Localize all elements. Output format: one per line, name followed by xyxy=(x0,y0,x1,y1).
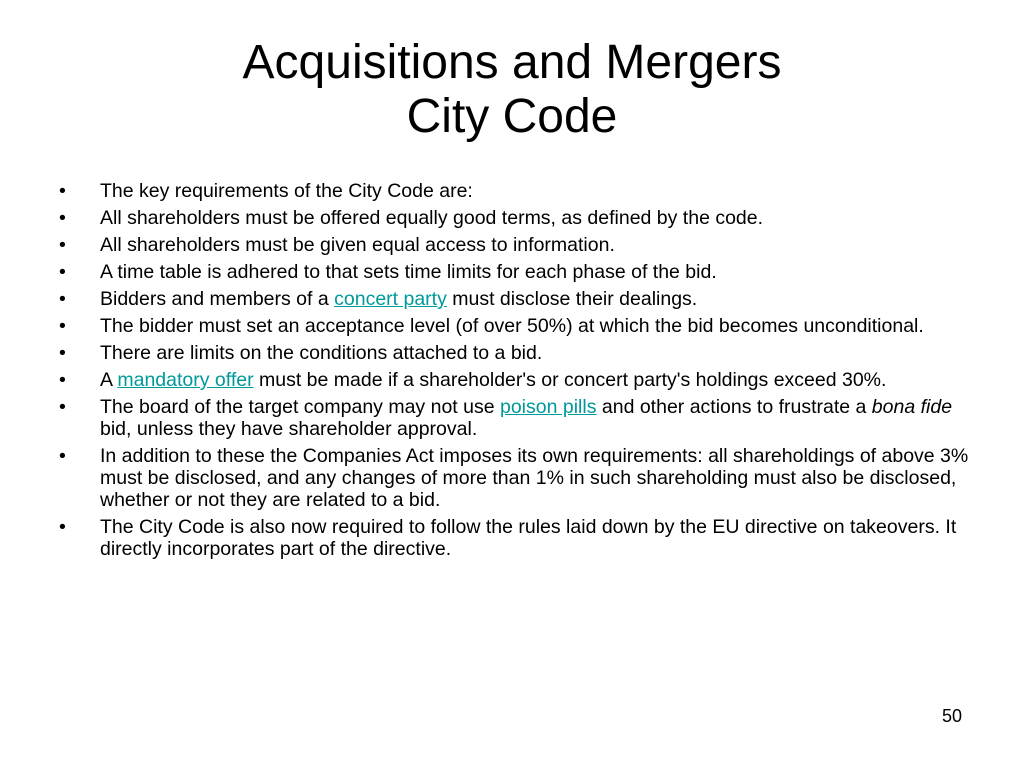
bona-fide-italic: bona fide xyxy=(871,396,953,418)
bullet-item xyxy=(59,234,969,256)
bullet-dot-icon: • xyxy=(59,288,66,310)
bullet-item xyxy=(59,396,969,440)
bullet-dot-icon: • xyxy=(59,234,66,256)
bullet-item xyxy=(59,207,969,229)
bullet-dot-icon: • xyxy=(59,369,66,391)
bullet-text: The key requirements of the City Code are: xyxy=(100,180,473,202)
mandatory-offer-link[interactable]: mandatory offer xyxy=(117,369,254,391)
bullet-dot-icon: • xyxy=(59,516,66,538)
bullet-item xyxy=(59,315,969,337)
bullet-dot-icon: • xyxy=(59,445,66,467)
bullet-text: There are limits on the conditions attached to a bid. xyxy=(100,342,543,364)
page-number: 50 xyxy=(941,706,962,726)
bullet-dot-icon: • xyxy=(59,180,66,202)
bullet-item xyxy=(59,261,969,283)
bullet-dot-icon: • xyxy=(59,261,66,283)
bullet-text: The bidder must set an acceptance level (of over 50%) at which the bid becomes unconditional. xyxy=(100,315,924,337)
bullet-text-part: and other actions to frustrate a xyxy=(596,396,872,418)
bullet-text: In addition to these the Companies Act imposes its own requirements: all shareholdings of above 3% must be disclosed, and any changes of more than 1% in such shareholding must also be disclosed, whether or not they are related to a bid. xyxy=(100,445,969,511)
bullet-dot-icon: • xyxy=(59,396,66,418)
title-line-1: Acquisitions and Mergers xyxy=(242,36,782,89)
bullet-list xyxy=(59,180,969,565)
bullet-text: All shareholders must be given equal access to information. xyxy=(100,234,615,256)
concert-party-link[interactable]: concert party xyxy=(334,288,447,310)
poison-pills-link[interactable]: poison pills xyxy=(499,396,597,418)
bullet-text: A time table is adhered to that sets time limits for each phase of the bid. xyxy=(100,261,717,283)
bullet-text: The City Code is also now required to follow the rules laid down by the EU directive on takeovers. It directly incorporates part of the directive. xyxy=(100,516,957,560)
bullet-dot-icon: • xyxy=(59,315,66,337)
bullet-item xyxy=(59,288,969,310)
bullet-item xyxy=(59,445,969,511)
bullet-text: All shareholders must be offered equally good terms, as defined by the code. xyxy=(100,207,764,229)
bullet-item xyxy=(59,516,969,560)
bullet-text-part: A xyxy=(100,369,118,391)
title-line-2: City Code xyxy=(406,90,618,143)
bullet-text-part: bid, unless they have shareholder approval. xyxy=(100,418,478,440)
bullet-text-part: must be made if a shareholder's or concert party's holdings exceed 30%. xyxy=(253,369,887,391)
bullet-text-part: The board of the target company may not use xyxy=(100,396,500,418)
slide-title xyxy=(0,36,1024,144)
bullet-item xyxy=(59,342,969,364)
bullet-dot-icon: • xyxy=(59,207,66,229)
bullet-text-part: Bidders and members of a xyxy=(100,288,335,310)
bullet-item xyxy=(59,369,969,391)
bullet-item xyxy=(59,180,969,202)
bullet-dot-icon: • xyxy=(59,342,66,364)
bullet-text-part: must disclose their dealings. xyxy=(446,288,698,310)
